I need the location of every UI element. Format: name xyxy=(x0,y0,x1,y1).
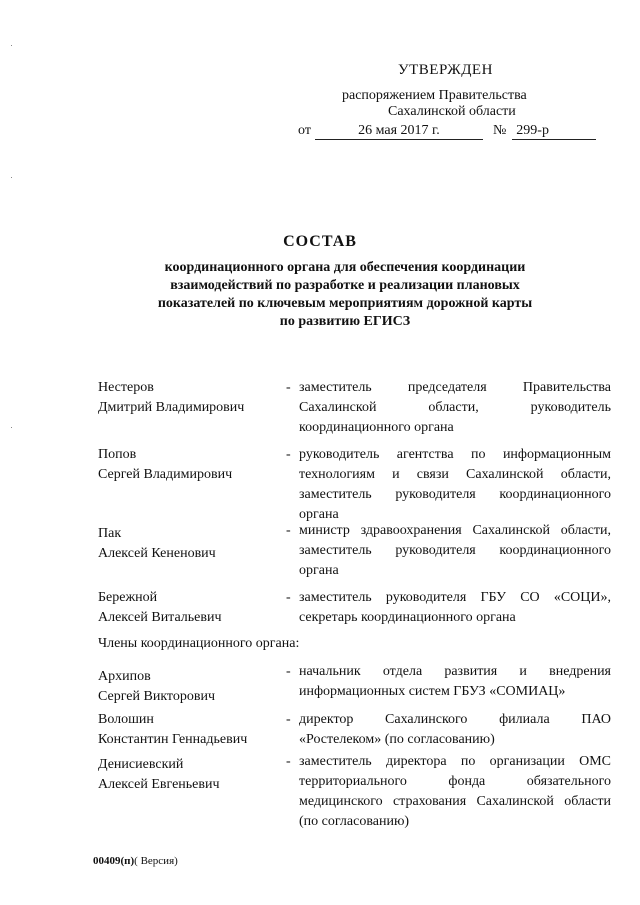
number-label: № xyxy=(492,123,507,138)
member-role: директор Сахалинского филиала ПАО «Ростелеком» (по согласованию) xyxy=(299,712,611,747)
member-role: заместитель председателя Правительства Сахалинской области, руководитель координационного органа xyxy=(299,380,611,435)
member-role: заместитель директора по организации ОМС территориального фонда обязательного медицинского страхования Сахалинской области (по согласованию) xyxy=(299,754,611,829)
margin-mark xyxy=(11,45,12,46)
from-label: от xyxy=(298,123,311,138)
member-given-name: Дмитрий Владимирович xyxy=(98,400,245,415)
member-role: руководитель агентства по информационным технологиям и связи Сахалинской области, заместитель руководителя координационного органа xyxy=(299,447,611,522)
member-given-name: Алексей Кененович xyxy=(98,546,216,561)
footer-code-number: 00409(п) xyxy=(93,855,135,867)
member-role: начальник отдела развития и внедрения информационных систем ГБУЗ «СОМИАЦ» xyxy=(299,664,611,699)
member-given-name: Алексей Витальевич xyxy=(98,610,222,625)
approval-date-row xyxy=(298,123,596,140)
member-name xyxy=(98,524,298,564)
member-name xyxy=(98,588,298,628)
member-role: министр здравоохранения Сахалинской области, заместитель руководителя координационного органа xyxy=(299,523,611,578)
approval-number: 299-р xyxy=(512,123,596,140)
member-surname: Пак xyxy=(98,526,122,541)
member-surname: Бережной xyxy=(98,590,158,605)
member-surname: Денисиевский xyxy=(98,757,184,772)
member-dash: - xyxy=(286,754,291,769)
member-surname: Нестеров xyxy=(98,380,154,395)
member-given-name: Алексей Евгеньевич xyxy=(98,777,220,792)
member-surname: Попов xyxy=(98,447,137,462)
approval-title: УТВЕРЖДЕН xyxy=(398,62,493,78)
approval-date: 26 мая 2017 г. xyxy=(315,123,483,140)
member-surname: Волошин xyxy=(98,712,154,727)
member-given-name: Сергей Викторович xyxy=(98,689,216,704)
document-title: СОСТАВ xyxy=(283,233,357,250)
member-name xyxy=(98,445,298,485)
member-role: заместитель руководителя ГБУ СО «СОЦИ», секретарь координационного органа xyxy=(299,590,611,625)
member-dash: - xyxy=(286,380,291,395)
member-dash: - xyxy=(286,590,291,605)
member-given-name: Сергей Владимирович xyxy=(98,467,233,482)
document-subtitle: координационного органа для обеспечения координации взаимодействий по разработке и реализации плановых показателей по ключевым мероприятиям дорожной карты по развитию ЕГИСЗ xyxy=(157,260,533,329)
member-name xyxy=(98,710,298,750)
member-dash: - xyxy=(286,447,291,462)
margin-mark xyxy=(11,427,12,428)
member-name xyxy=(98,755,298,795)
footer-code xyxy=(93,855,178,867)
member-name xyxy=(98,667,298,707)
member-dash: - xyxy=(286,712,291,727)
members-heading: Члены координационного органа: xyxy=(98,636,300,651)
member-dash: - xyxy=(286,523,291,538)
member-surname: Архипов xyxy=(98,669,151,684)
margin-mark xyxy=(11,177,12,178)
approval-line-1: распоряжением Правительства xyxy=(342,88,527,103)
member-name xyxy=(98,378,298,418)
approval-line-2: Сахалинской области xyxy=(388,104,516,119)
footer-version: ( Версия) xyxy=(134,855,178,867)
member-given-name: Константин Геннадьевич xyxy=(98,732,248,747)
member-dash: - xyxy=(286,664,291,679)
